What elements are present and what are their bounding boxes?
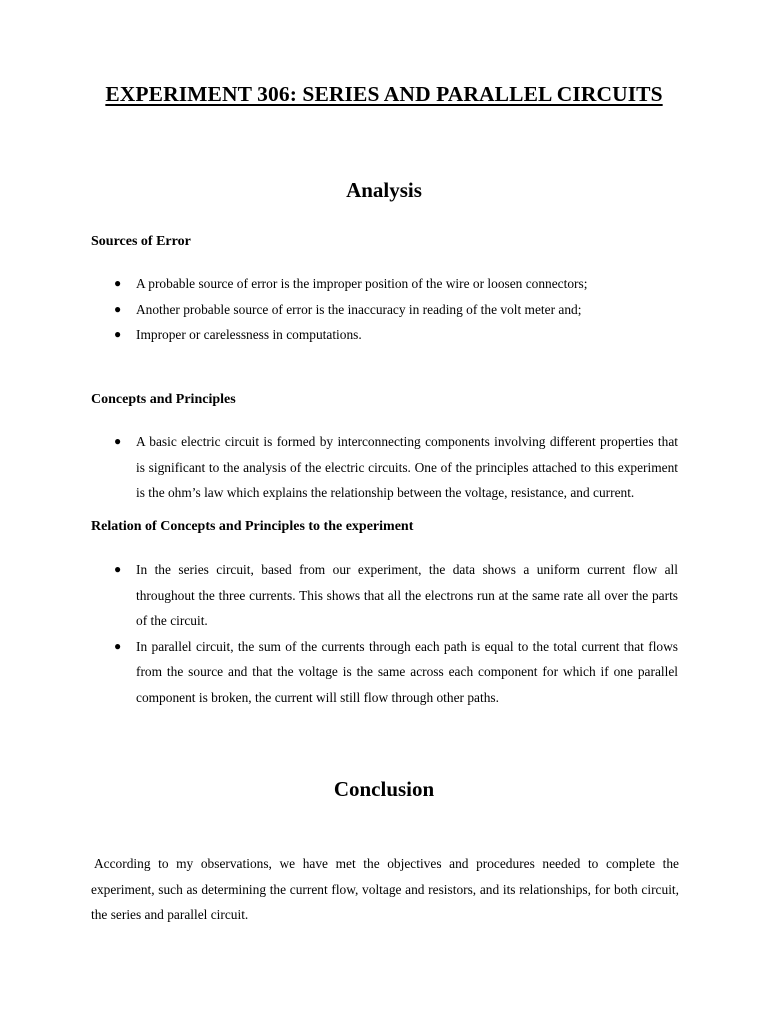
sources-of-error-heading: Sources of Error <box>91 234 191 249</box>
conclusion-text: According to my observations, we have met the objectives and procedures needed to complete the experiment, such as determining the current flow, voltage and resistors, and its relationships, for both circuit, the series and parallel circuit. <box>91 856 679 923</box>
bullet-icon: ● <box>114 434 122 448</box>
relation-heading: Relation of Concepts and Principles to the experiment <box>91 519 414 534</box>
list-item: ● In the series circuit, based from our experiment, the data shows a uniform current flow all throughout the three currents. This shows that all the electrons run at the same rate all over the parts of the circuit. <box>0 557 678 634</box>
sources-of-error-list <box>0 271 678 348</box>
document-title: EXPERIMENT 306: SERIES AND PARALLEL CIRCUITS <box>105 82 663 106</box>
list-item: ● Another probable source of error is the inaccuracy in reading of the volt meter and; <box>0 297 678 323</box>
list-item: ● Improper or carelessness in computations. <box>0 322 678 348</box>
list-item: ● A probable source of error is the improper position of the wire or loosen connectors; <box>0 271 678 297</box>
bullet-icon: ● <box>114 301 122 316</box>
list-item: ● In parallel circuit, the sum of the currents through each path is equal to the total current that flows from the source and that the voltage is the same across each component for which if one parallel component is broken, the current will still flow through other paths. <box>0 634 678 711</box>
bullet-icon: ● <box>114 562 122 576</box>
bullet-icon: ● <box>114 327 122 342</box>
list-item: ● A basic electric circuit is formed by interconnecting components involving different properties that is significant to the analysis of the electric circuits. One of the principles attached to this experiment is the ohm’s law which explains the relationship between the voltage, resistance, and current. <box>0 429 678 506</box>
relation-list <box>0 557 678 711</box>
concepts-list <box>0 429 678 506</box>
bullet-icon: ● <box>114 638 122 653</box>
conclusion-heading: Conclusion <box>333 777 435 801</box>
bullet-icon: ● <box>114 276 122 290</box>
concepts-heading: Concepts and Principles <box>91 392 236 407</box>
analysis-heading: Analysis <box>346 178 422 202</box>
